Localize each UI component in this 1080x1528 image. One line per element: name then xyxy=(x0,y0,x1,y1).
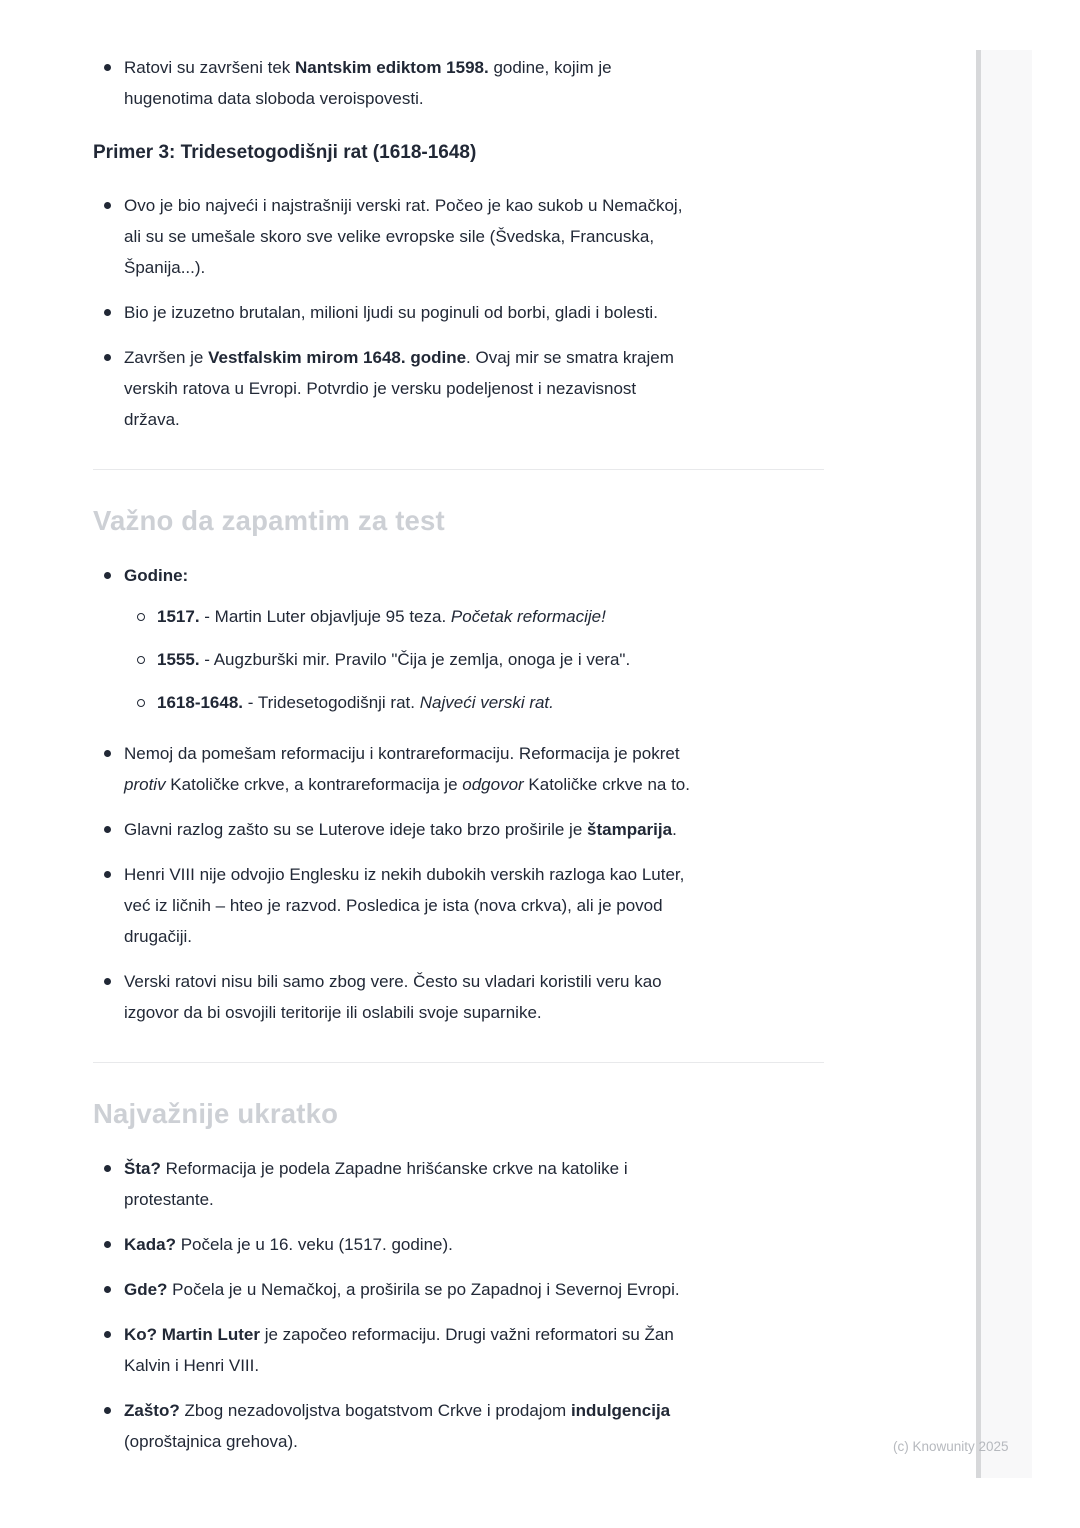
bullet-dot-icon xyxy=(93,1319,124,1381)
text-segment: indulgencija xyxy=(570,1401,671,1420)
bullet-dot-icon xyxy=(93,859,124,952)
bullet-list xyxy=(93,52,824,114)
text-segment: Počela je u 16. veku (1517. godine). xyxy=(175,1235,453,1254)
list-item-text xyxy=(124,1274,804,1305)
list-item xyxy=(126,687,804,718)
list-item-text xyxy=(124,1319,804,1381)
list-item-text xyxy=(124,859,804,952)
section-divider xyxy=(93,1062,824,1063)
text-segment: Vestfalskim mirom 1648. godine xyxy=(208,348,467,367)
text-segment: Katoličke crkve na to. xyxy=(523,775,690,794)
list-item-body xyxy=(124,859,804,952)
bullet-dot-icon xyxy=(93,297,124,328)
list-item-text xyxy=(124,1153,804,1215)
text-segment: Katoličke crkve, a kontrareformacija je xyxy=(165,775,463,794)
bullet-circle-icon xyxy=(126,687,157,718)
list-item xyxy=(93,966,824,1028)
list-item-body xyxy=(124,738,804,800)
text-segment: Ratovi su završeni tek xyxy=(124,58,296,77)
list-item-body xyxy=(124,966,804,1028)
list-item-body xyxy=(124,560,804,724)
watermark-label: (c) Knowunity 2025 xyxy=(893,1439,1009,1454)
bullet-dot-icon xyxy=(93,1274,124,1305)
list-item xyxy=(93,1153,824,1215)
text-segment: država. xyxy=(124,410,180,429)
sub-bullet-list xyxy=(126,601,804,718)
text-segment: Početak reformacije! xyxy=(450,607,606,626)
list-item xyxy=(93,342,824,435)
list-item-body xyxy=(157,601,804,632)
bullet-circle-icon xyxy=(126,601,157,632)
text-segment: Henri VIII nije odvojio Englesku iz nekih dubokih verskih razloga kao Luter, xyxy=(124,865,685,884)
list-item xyxy=(93,1229,824,1260)
text-segment: Počela je u Nemačkoj, a proširila se po Zapadnoj i Severnoj Evropi. xyxy=(167,1280,680,1299)
list-item xyxy=(93,1319,824,1381)
list-item xyxy=(93,52,824,114)
text-segment: 1517. xyxy=(157,607,200,626)
text-segment: Gde? xyxy=(124,1280,168,1299)
text-segment: izgovor da bi osvojili teritorije ili oslabili svoje suparnike. xyxy=(124,1003,542,1022)
bullet-dot-icon xyxy=(93,1395,124,1457)
text-segment: Glavni razlog zašto su se Luterove ideje tako brzo proširile je xyxy=(124,820,588,839)
list-item-text xyxy=(124,560,804,591)
text-segment: odgovor xyxy=(462,775,524,794)
text-segment: Ovo je bio najveći i najstrašniji verski rat. Počeo je kao sukob u Nemačkoj, xyxy=(124,196,683,215)
list-item-body xyxy=(124,297,804,328)
text-segment: Bio je izuzetno brutalan, milioni ljudi su poginuli od borbi, gladi i bolesti. xyxy=(124,303,658,322)
list-item-text xyxy=(124,1229,804,1260)
text-segment: - Augzburški mir. Pravilo "Čija je zemlja, onoga je i vera". xyxy=(199,650,631,669)
bullet-list xyxy=(93,190,824,435)
text-segment: Ko? Martin Luter xyxy=(124,1325,260,1344)
text-segment: ali su se umešale skoro sve velike evropske sile (Švedska, Francuska, xyxy=(124,227,655,246)
section-heading-muted: Najvažnije ukratko xyxy=(93,1098,339,1129)
bullet-dot-icon xyxy=(93,190,124,283)
text-segment: Najveći verski rat. xyxy=(419,693,554,712)
text-segment: Zbog nezadovoljstva bogatstvom Crkve i prodajom xyxy=(179,1401,571,1420)
list-item-body xyxy=(124,52,804,114)
list-item xyxy=(93,560,824,724)
bullet-list xyxy=(93,1153,824,1457)
text-segment: 1555. xyxy=(157,650,200,669)
text-segment: verskih ratova u Evropi. Potvrdio je versku podeljenost i nezavisnost xyxy=(124,379,637,398)
list-item-text xyxy=(124,738,804,800)
list-item xyxy=(93,859,824,952)
section-divider xyxy=(93,469,824,470)
subsection-heading: Primer 3: Tridesetogodišnji rat (1618-1648) xyxy=(93,142,477,163)
list-item-body xyxy=(124,190,804,283)
list-item xyxy=(126,601,804,632)
list-item xyxy=(93,1395,824,1457)
text-segment: hugenotima data sloboda veroispovesti. xyxy=(124,89,424,108)
text-segment: drugačiji. xyxy=(124,927,193,946)
text-segment: . xyxy=(672,820,677,839)
text-segment: Reformacija je podela Zapadne hrišćanske crkve na katolike i xyxy=(160,1159,628,1178)
text-segment: protestante. xyxy=(124,1190,214,1209)
list-item xyxy=(126,644,804,675)
bullet-list xyxy=(93,560,824,1028)
text-segment: je započeo reformaciju. Drugi važni reformatori su Žan xyxy=(260,1325,674,1344)
bullet-dot-icon xyxy=(93,560,124,724)
bullet-dot-icon xyxy=(93,1229,124,1260)
scrollbar-track[interactable] xyxy=(976,50,1032,1478)
text-segment: godine, kojim je xyxy=(488,58,612,77)
bullet-dot-icon xyxy=(93,1153,124,1215)
list-item-body xyxy=(124,1229,804,1260)
text-segment: štamparija xyxy=(587,820,673,839)
list-item xyxy=(93,814,824,845)
list-item-body xyxy=(124,1319,804,1381)
list-item xyxy=(93,738,824,800)
text-segment: Kada? xyxy=(124,1235,176,1254)
list-item-text xyxy=(157,601,804,632)
list-item xyxy=(93,1274,824,1305)
bullet-dot-icon xyxy=(93,342,124,435)
list-item-body xyxy=(157,687,804,718)
text-segment: Nantskim ediktom 1598. xyxy=(295,58,489,77)
list-item-text xyxy=(124,52,804,114)
text-segment: Verski ratovi nisu bili samo zbog vere. Često su vladari koristili veru kao xyxy=(124,972,662,991)
list-item-body xyxy=(124,1274,804,1305)
list-item-text xyxy=(124,1395,804,1457)
list-item-text xyxy=(157,644,804,675)
text-segment: - Martin Luter objavljuje 95 teza. xyxy=(199,607,451,626)
text-segment: već iz ličnih – hteo je razvod. Posledica je ista (nova crkva), ali je povod xyxy=(124,896,663,915)
list-item-body xyxy=(124,1395,804,1457)
list-item-text xyxy=(124,297,804,328)
bullet-circle-icon xyxy=(126,644,157,675)
text-segment: 1618-1648. xyxy=(157,693,244,712)
bullet-dot-icon xyxy=(93,814,124,845)
list-item-text xyxy=(124,814,804,845)
text-segment: . Ovaj mir se smatra krajem xyxy=(466,348,674,367)
text-segment: Kalvin i Henri VIII. xyxy=(124,1356,260,1375)
list-item-text xyxy=(124,966,804,1028)
text-segment: Nemoj da pomešam reformaciju i kontrareformaciju. Reformacija je pokret xyxy=(124,744,680,763)
list-item-body xyxy=(157,644,804,675)
text-segment: Šta? xyxy=(124,1159,161,1178)
text-segment: Španija...). xyxy=(124,258,206,277)
list-item-body xyxy=(124,814,804,845)
text-segment: Završen je xyxy=(124,348,209,367)
bullet-dot-icon xyxy=(93,738,124,800)
list-item-body xyxy=(124,1153,804,1215)
section-heading-muted: Važno da zapamtim za test xyxy=(93,505,445,536)
list-item-text xyxy=(124,190,804,283)
list-item xyxy=(93,297,824,328)
text-segment: protiv xyxy=(124,775,166,794)
list-item-text xyxy=(124,342,804,435)
bullet-dot-icon xyxy=(93,52,124,114)
bullet-dot-icon xyxy=(93,966,124,1028)
document-content xyxy=(93,52,824,1457)
list-item-text xyxy=(157,687,804,718)
text-segment: Godine: xyxy=(124,566,189,585)
list-item xyxy=(93,190,824,283)
text-segment: - Tridesetogodišnji rat. xyxy=(243,693,420,712)
text-segment: Zašto? xyxy=(124,1401,180,1420)
list-item-body xyxy=(124,342,804,435)
text-segment: (oproštajnica grehova). xyxy=(124,1432,298,1451)
